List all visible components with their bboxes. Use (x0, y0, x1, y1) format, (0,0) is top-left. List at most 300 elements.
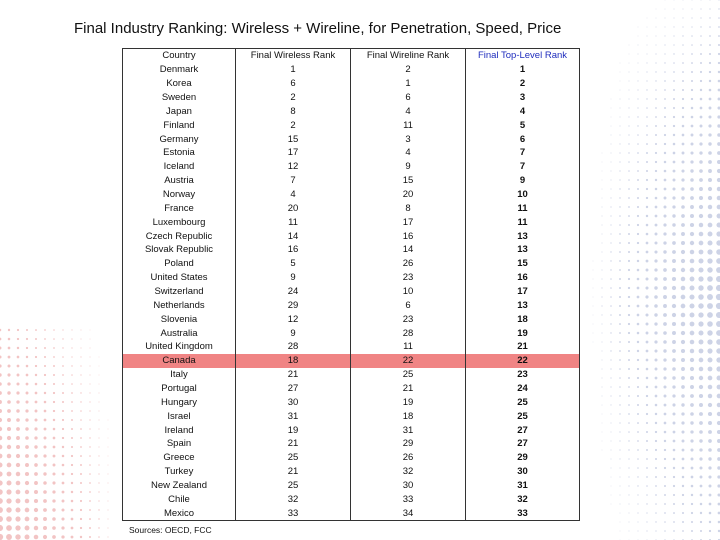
decor-dot (637, 404, 639, 406)
decor-dot (610, 260, 611, 261)
decor-dot (699, 232, 704, 237)
decor-dot (691, 530, 693, 532)
decor-dot (25, 517, 30, 522)
decor-dot (610, 305, 612, 307)
decor-dot (655, 530, 656, 531)
decor-dot (90, 348, 91, 349)
decor-dot (34, 472, 38, 476)
decor-dot (619, 323, 621, 325)
decor-dot (700, 125, 703, 128)
decor-dot (637, 89, 638, 90)
decor-dot (646, 197, 648, 199)
decor-dot (646, 215, 648, 217)
decor-dot (700, 0, 701, 1)
decor-dot (44, 392, 46, 394)
decor-dot (99, 402, 100, 403)
decor-dot (71, 473, 73, 475)
decor-dot (707, 321, 713, 327)
decor-dot (17, 338, 19, 340)
decor-dot (655, 215, 658, 218)
decor-dot (61, 535, 64, 538)
decor-dot (25, 463, 29, 467)
decor-dot (619, 422, 620, 423)
decor-dot (602, 153, 603, 154)
decor-dot (645, 295, 648, 298)
decor-dot (637, 458, 639, 460)
decor-dot (44, 329, 46, 331)
table-row (123, 91, 580, 105)
decor-dot (637, 467, 639, 469)
decor-dot (44, 347, 46, 349)
decor-dot (691, 458, 694, 461)
decor-dot (646, 449, 648, 451)
decor-dot (17, 347, 19, 349)
decor-dot (108, 429, 109, 430)
decor-dot (690, 151, 693, 154)
decor-dot (718, 8, 719, 9)
decor-dot (690, 403, 694, 407)
decor-dot (637, 422, 639, 424)
decor-dot (646, 134, 648, 136)
decor-dot (664, 476, 666, 478)
decor-dot (646, 494, 648, 496)
decor-dot (646, 332, 649, 335)
decor-dot (682, 449, 685, 452)
decor-dot (681, 394, 685, 398)
decor-dot (682, 98, 684, 100)
decor-dot (593, 261, 594, 262)
decor-dot (709, 0, 710, 1)
decor-dot (53, 446, 56, 449)
decor-dot (664, 440, 666, 442)
decor-dot (681, 340, 685, 344)
decor-dot (619, 395, 620, 396)
decor-dot (80, 419, 82, 421)
cell-wireline-rank: 17 (351, 215, 466, 229)
decor-dot (619, 458, 620, 459)
decor-dot (646, 260, 649, 263)
cell-wireless-rank: 32 (236, 493, 351, 507)
decor-dot (700, 107, 703, 110)
decor-dot (8, 347, 11, 350)
cell-wireless-rank: 9 (236, 271, 351, 285)
decor-dot (7, 445, 11, 449)
cell-wireless-rank: 9 (236, 326, 351, 340)
decor-dot (629, 72, 630, 73)
decor-dot (637, 296, 640, 299)
decor-dot (708, 430, 712, 434)
decor-dot (700, 35, 702, 37)
decor-dot (620, 522, 621, 523)
decor-dot (700, 80, 702, 82)
decor-dot (629, 531, 630, 532)
decor-dot (654, 331, 657, 334)
decor-dot (628, 143, 629, 144)
decor-dot (8, 329, 10, 331)
decor-dot (0, 489, 3, 495)
decor-dot (699, 457, 702, 460)
decor-dot (16, 481, 21, 486)
decor-dot (673, 62, 675, 64)
decor-dot (62, 401, 64, 403)
decor-dot (98, 527, 99, 528)
cell-wireline-rank: 6 (351, 298, 466, 312)
decor-dot (691, 89, 693, 91)
decor-dot (593, 297, 594, 298)
decor-dot (664, 422, 667, 425)
header-country: Country (123, 49, 236, 63)
decor-dot (700, 521, 702, 523)
decor-dot (709, 62, 711, 64)
decor-dot (108, 474, 109, 475)
decor-dot (672, 394, 675, 397)
decor-dot (691, 71, 693, 73)
decor-dot (628, 89, 629, 90)
table-row (123, 326, 580, 340)
decor-dot (43, 445, 46, 448)
decor-dot (25, 418, 28, 421)
decor-dot (34, 427, 37, 430)
decor-dot (611, 162, 612, 163)
decor-dot (628, 431, 630, 433)
decor-dot (71, 527, 74, 530)
decor-dot (673, 80, 675, 82)
decor-dot (80, 392, 81, 393)
cell-wireless-rank: 15 (236, 132, 351, 146)
decor-dot (80, 536, 82, 538)
decor-dot (637, 350, 639, 352)
table-row (123, 188, 580, 202)
decor-dot (700, 89, 702, 91)
decor-dot (655, 431, 657, 433)
decor-dot (620, 72, 621, 73)
decor-dot (35, 347, 37, 349)
decor-dot (699, 133, 702, 136)
decor-dot (620, 99, 621, 100)
decor-dot (619, 233, 621, 235)
decor-dot (637, 449, 639, 451)
decor-dot (62, 473, 65, 476)
cell-wireless-rank: 12 (236, 160, 351, 174)
decor-dot (664, 485, 666, 487)
table-row (123, 354, 580, 368)
decor-dot (646, 224, 649, 227)
table-row (123, 77, 580, 91)
decor-dot (610, 404, 611, 405)
decor-dot (98, 518, 99, 519)
decor-dot (698, 294, 704, 300)
decor-dot (637, 323, 640, 326)
decor-dot (593, 342, 594, 343)
decor-dot (17, 374, 20, 377)
decor-dot (681, 322, 685, 326)
decor-dot (619, 440, 620, 441)
decor-dot (62, 482, 65, 485)
decor-dot (690, 421, 693, 424)
decor-dot (699, 178, 703, 182)
decor-dot (700, 71, 702, 73)
decor-dot (672, 331, 676, 335)
decor-dot (43, 517, 47, 521)
decor-dot (664, 458, 666, 460)
decor-dot (628, 188, 630, 190)
decor-dot (699, 205, 703, 209)
cell-country: Italy (123, 368, 236, 382)
decor-dot (0, 525, 3, 531)
decor-dot (673, 53, 674, 54)
decor-dot (663, 295, 667, 299)
decor-dot (89, 482, 91, 484)
cell-country: Finland (123, 118, 236, 132)
decor-dot (26, 374, 29, 377)
decor-dot (619, 305, 621, 307)
decor-dot (691, 98, 693, 100)
decor-dot (672, 304, 676, 308)
decor-dot (681, 421, 684, 424)
cell-wireline-rank: 11 (351, 118, 466, 132)
decor-dot (602, 207, 603, 208)
cell-wireline-rank: 10 (351, 285, 466, 299)
decor-dot (673, 503, 675, 505)
decor-dot (8, 356, 11, 359)
decor-dot (664, 449, 666, 451)
decor-dot (691, 8, 692, 9)
decor-dot (646, 440, 648, 442)
decor-dot (699, 421, 703, 425)
decor-dot (98, 500, 99, 501)
decor-dot (690, 169, 693, 172)
decor-dot (681, 232, 685, 236)
decor-dot (673, 431, 676, 434)
decor-dot (654, 286, 657, 289)
decor-dot (602, 198, 603, 199)
cell-country: Australia (123, 326, 236, 340)
decor-dot (637, 170, 639, 172)
decor-dot (628, 449, 629, 450)
decor-dot (646, 80, 647, 81)
decor-dot (708, 142, 711, 145)
decor-dot (645, 313, 648, 316)
decor-dot (689, 294, 694, 299)
decor-dot (655, 368, 658, 371)
cell-wireless-rank: 6 (236, 77, 351, 91)
decor-dot (628, 251, 630, 253)
table-header-row (123, 49, 580, 63)
decor-dot (690, 322, 695, 327)
decor-dot (708, 457, 711, 460)
decor-dot (655, 71, 656, 72)
decor-dot (663, 214, 666, 217)
decor-dot (700, 26, 701, 27)
decor-dot (699, 376, 703, 380)
decor-dot (7, 427, 11, 431)
decor-dot (637, 413, 639, 415)
decor-dot (707, 240, 712, 245)
decor-dot (0, 480, 3, 485)
decor-dot (619, 296, 621, 298)
decor-dot (25, 508, 30, 513)
decor-dot (62, 356, 64, 358)
decor-dot (655, 44, 656, 45)
cell-country: Mexico (123, 506, 236, 520)
decor-dot (108, 456, 109, 457)
decor-dot (690, 241, 694, 245)
decor-dot (698, 312, 703, 317)
decor-dot (646, 278, 649, 281)
decor-dot (681, 295, 686, 300)
cell-wireline-rank: 34 (351, 506, 466, 520)
decor-dot (35, 401, 38, 404)
cell-wireless-rank: 7 (236, 174, 351, 188)
decor-dot (637, 197, 639, 199)
decor-dot (602, 414, 603, 415)
decor-dot (628, 242, 630, 244)
decor-dot (80, 338, 81, 339)
cell-country: Czech Republic (123, 229, 236, 243)
decor-dot (637, 377, 639, 379)
decor-dot (52, 535, 56, 539)
decor-dot (53, 356, 55, 358)
cell-country: Poland (123, 257, 236, 271)
decor-dot (34, 463, 38, 467)
decor-dot (619, 476, 620, 477)
decor-dot (699, 151, 702, 154)
decor-dot (610, 197, 611, 198)
decor-dot (664, 71, 666, 73)
decor-dot (637, 224, 639, 226)
decor-dot (24, 534, 29, 539)
decor-dot (638, 45, 639, 46)
decor-dot (690, 250, 695, 255)
decor-dot (663, 304, 667, 308)
cell-top-level-rank: 16 (466, 271, 580, 285)
decor-dot (699, 385, 703, 389)
decor-dot (708, 439, 712, 443)
decor-dot (655, 494, 657, 496)
decor-dot (673, 485, 675, 487)
decor-dot (7, 382, 10, 385)
decor-dot (17, 329, 19, 331)
cell-country: Luxembourg (123, 215, 236, 229)
decor-dot (0, 338, 1, 341)
decor-dot (691, 116, 694, 119)
decor-dot (53, 410, 55, 412)
decor-dot (52, 490, 55, 493)
cell-top-level-rank: 29 (466, 451, 580, 465)
decor-dot (690, 376, 694, 380)
decor-dot (672, 277, 676, 281)
decor-dot (601, 260, 602, 261)
decor-dot (708, 160, 712, 164)
table-row (123, 312, 580, 326)
decor-dot (89, 473, 91, 475)
decor-dot (89, 509, 91, 511)
decor-dot (611, 450, 612, 451)
decor-dot (663, 277, 667, 281)
decor-dot (681, 277, 686, 282)
cell-wireless-rank: 19 (236, 423, 351, 437)
decor-dot (35, 383, 38, 386)
decor-dot (663, 232, 666, 235)
cell-wireline-rank: 21 (351, 382, 466, 396)
decor-dot (35, 329, 37, 331)
decor-dot (628, 134, 629, 135)
decor-dot (718, 0, 719, 1)
decor-dot (637, 260, 639, 262)
decor-dot (108, 492, 109, 493)
decor-dot (593, 279, 594, 280)
decor-dot (611, 459, 612, 460)
decor-dot (656, 9, 657, 10)
cell-wireline-rank: 22 (351, 354, 466, 368)
decor-dot (620, 63, 621, 64)
decor-dot (682, 62, 684, 64)
cell-wireline-rank: 30 (351, 479, 466, 493)
cell-top-level-rank: 13 (466, 229, 580, 243)
decor-dot (681, 304, 686, 309)
decor-dot (44, 410, 47, 413)
decor-dot (8, 365, 11, 368)
decor-dot (26, 392, 29, 395)
decor-dot (700, 17, 701, 18)
decor-dot (682, 485, 684, 487)
decor-dot (15, 534, 20, 539)
decor-dot (611, 441, 612, 442)
decor-dot (664, 404, 667, 407)
decor-dot (698, 285, 703, 290)
decor-dot (663, 349, 666, 352)
decor-dot (620, 513, 621, 514)
decor-dot (610, 224, 611, 225)
cell-top-level-rank: 11 (466, 201, 580, 215)
cell-wireless-rank: 21 (236, 465, 351, 479)
decor-dot (80, 410, 82, 412)
decor-dot (663, 250, 666, 253)
decor-dot (672, 376, 675, 379)
decor-dot (691, 44, 693, 46)
decor-dot (602, 171, 603, 172)
decor-dot (52, 526, 56, 530)
decor-dot (0, 516, 3, 522)
decor-dot (62, 374, 64, 376)
cell-top-level-rank: 1 (466, 63, 580, 77)
decor-dot (629, 63, 630, 64)
cell-wireless-rank: 33 (236, 506, 351, 520)
decor-dot (699, 187, 703, 191)
decor-dot (673, 449, 676, 452)
decor-dot (620, 108, 621, 109)
decor-dot (646, 377, 649, 380)
decor-dot (673, 107, 675, 109)
cell-wireline-rank: 26 (351, 451, 466, 465)
decor-dot (655, 386, 658, 389)
decor-dot (690, 232, 694, 236)
decor-dot (80, 455, 82, 457)
decor-dot (655, 116, 657, 118)
decor-dot (611, 477, 612, 478)
decor-dot (7, 409, 11, 413)
decor-dot (61, 508, 64, 511)
decor-dot (654, 250, 657, 253)
decor-dot (628, 350, 630, 352)
decor-dot (682, 521, 684, 523)
decor-dot (611, 504, 612, 505)
decor-dot (16, 391, 19, 394)
cell-wireline-rank: 1 (351, 77, 466, 91)
decor-dot (664, 494, 666, 496)
decor-dot (663, 223, 666, 226)
cell-wireless-rank: 17 (236, 146, 351, 160)
